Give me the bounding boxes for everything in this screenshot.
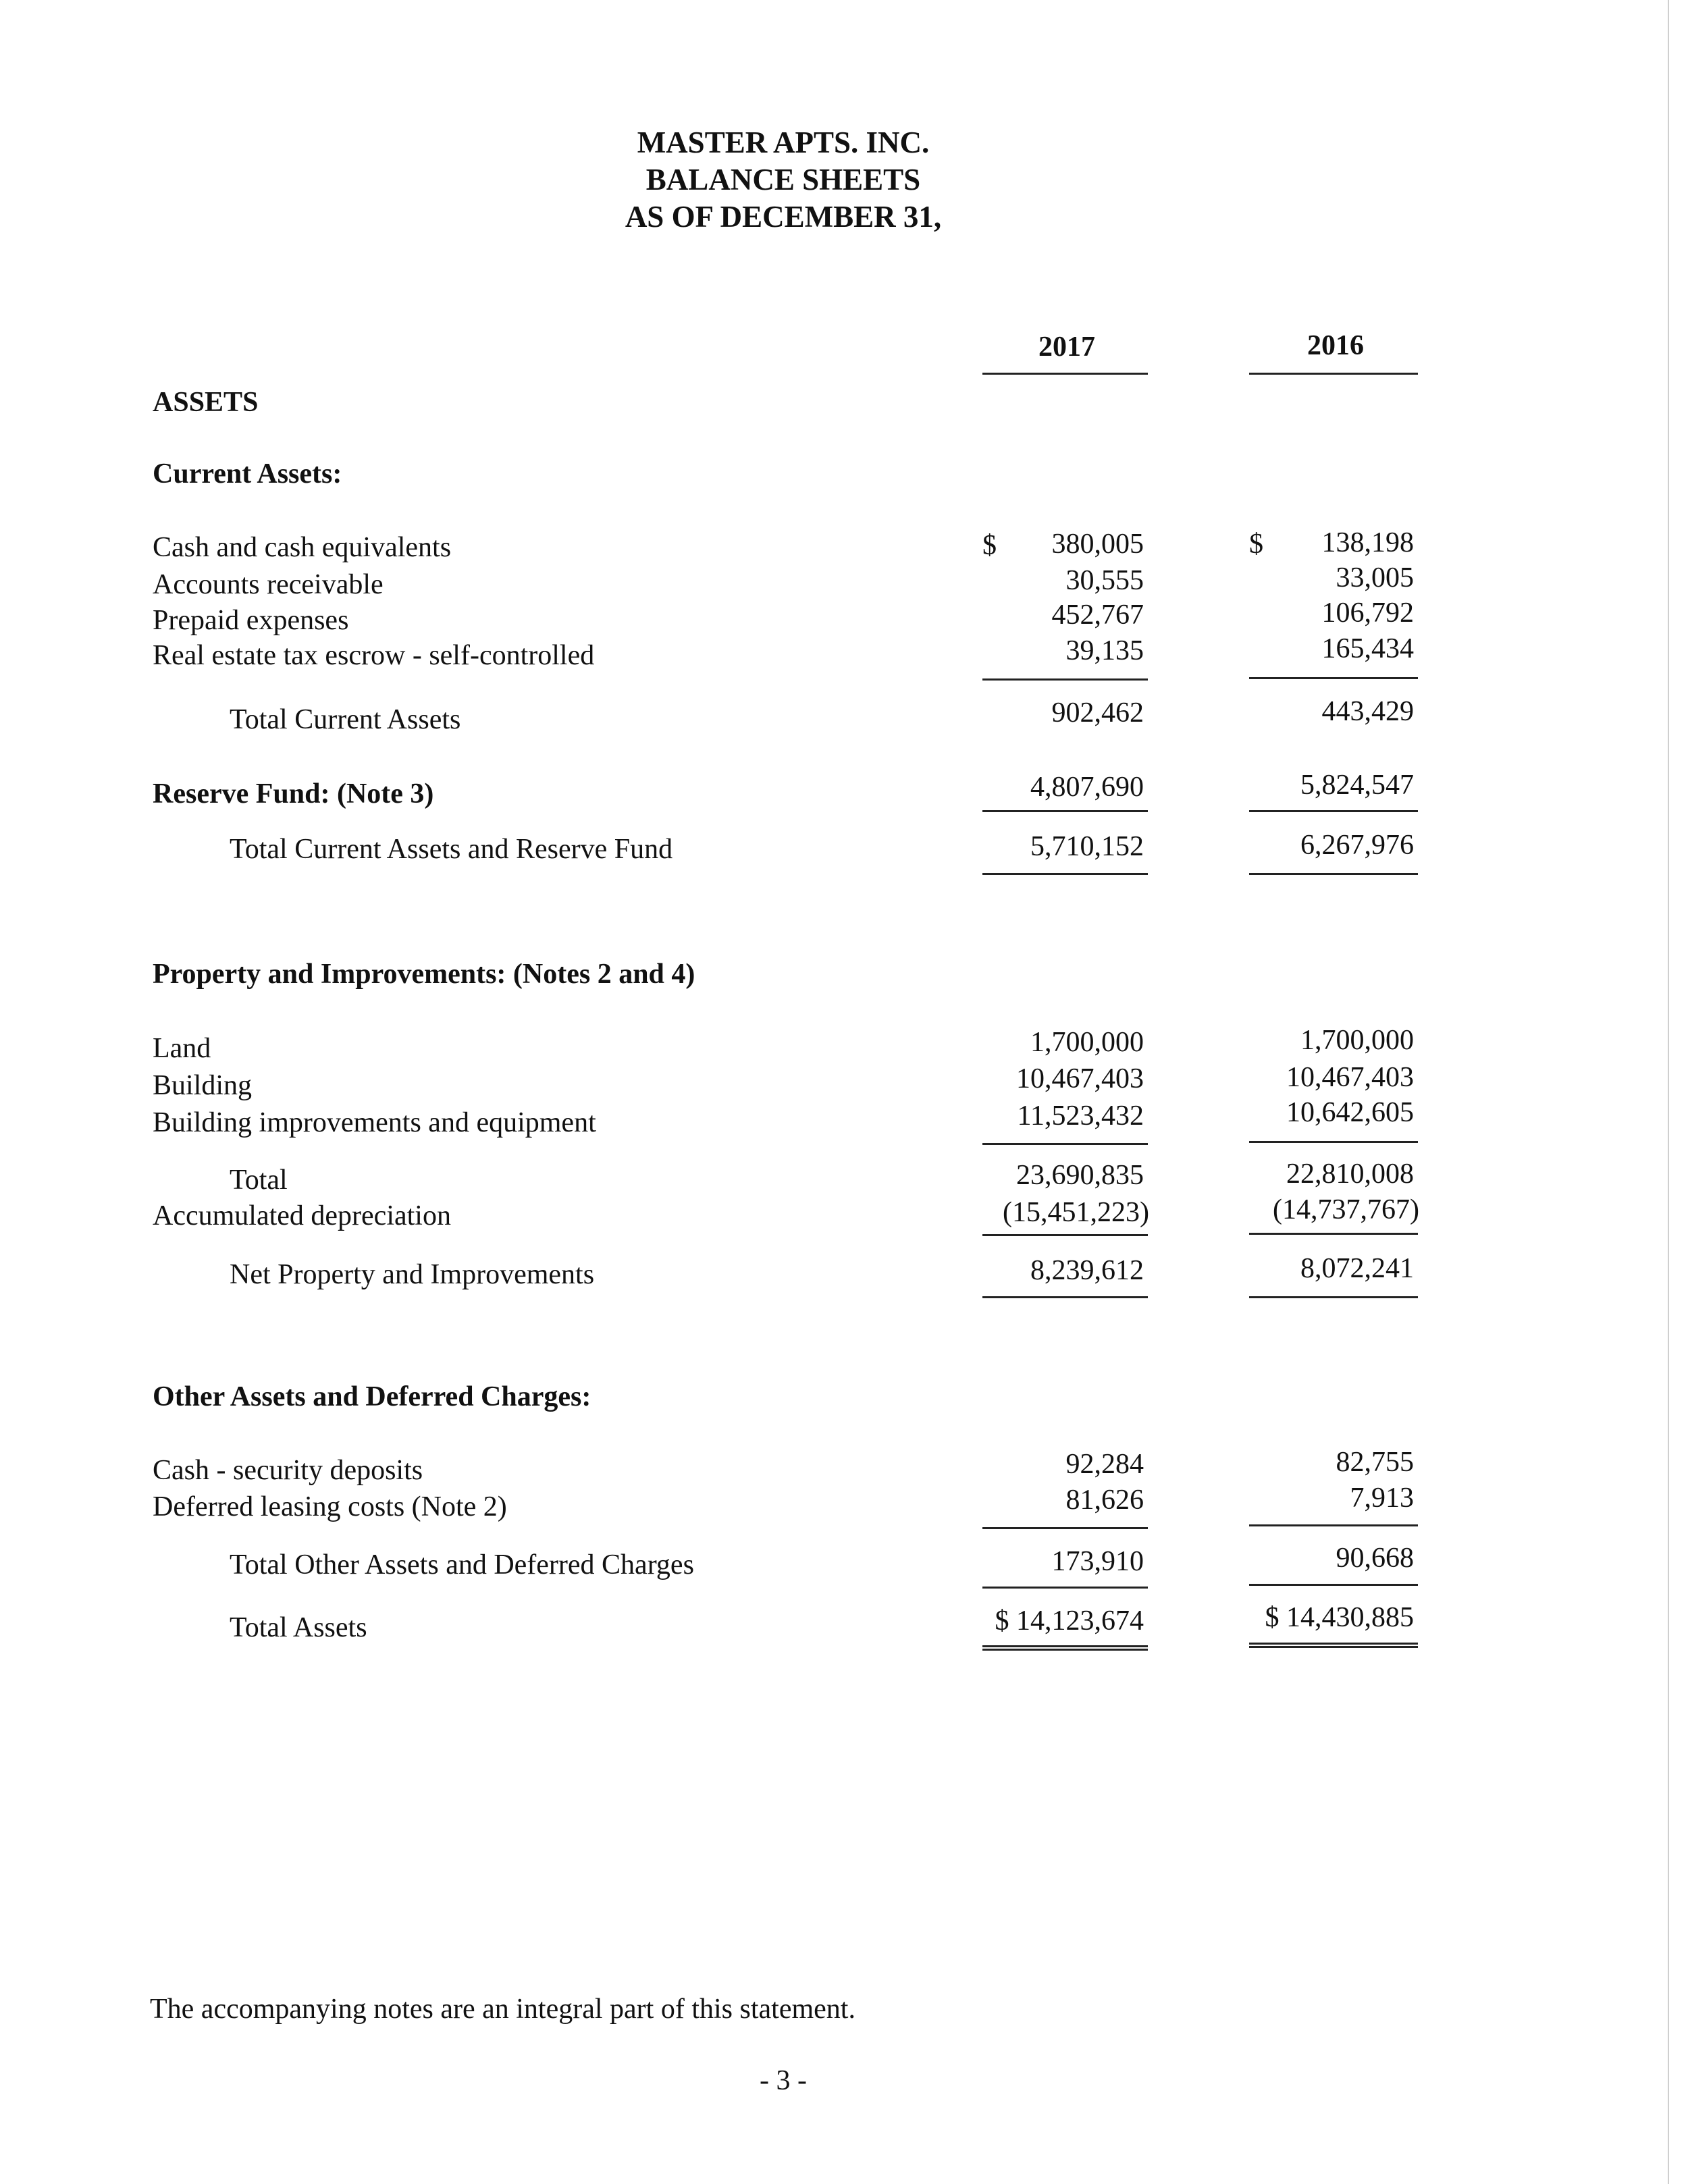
subtotal-rule [1249,677,1418,679]
statement-title: BALANCE SHEETS [645,163,921,196]
total-rule [982,1296,1148,1298]
value-2017: 452,767 [1051,600,1144,631]
row-label: Deferred leasing costs (Note 2) [153,1491,507,1522]
currency-symbol-2016: $ [1249,529,1263,560]
column-header-2017: 2017 [1038,331,1095,363]
other-assets-heading: Other Assets and Deferred Charges: [153,1381,591,1412]
property-total-2017: 23,690,835 [1016,1160,1144,1191]
value-2017: 1,700,000 [1030,1027,1144,1058]
net-property-2017: 8,239,612 [1030,1255,1144,1286]
company-name: MASTER APTS. INC. [637,126,930,159]
row-label: Accounts receivable [153,569,384,600]
total-assets-2017: $ 14,123,674 [995,1605,1144,1636]
subtotal-rule [1249,1233,1418,1235]
row-label: Prepaid expenses [153,605,349,636]
row-label: Land [153,1033,211,1064]
reserve-fund-2017: 4,807,690 [1030,772,1144,803]
row-label: Building improvements and equipment [153,1107,596,1138]
reserve-fund-2016: 5,824,547 [1300,770,1414,801]
total-rule [1249,1296,1418,1298]
subtotal-rule [1249,1524,1418,1526]
column-header-rule-2016 [1249,373,1418,375]
section-assets: ASSETS [153,387,259,418]
row-label: Cash and cash equivalents [153,532,452,563]
total-rule [982,873,1148,875]
value-2016: 7,913 [1350,1483,1414,1514]
net-property-label: Net Property and Improvements [230,1259,595,1290]
property-heading: Property and Improvements: (Notes 2 and 4) [153,959,695,990]
currency-symbol-2017: $ [982,530,997,561]
double-underline [1249,1643,1418,1648]
total-current-assets-label: Total Current Assets [230,704,461,735]
value-2016: 138,198 [1321,527,1414,558]
value-2016: 106,792 [1321,597,1414,629]
scan-edge-line [1668,0,1669,2184]
total-current-and-reserve-label: Total Current Assets and Reserve Fund [230,834,673,865]
total-current-assets-2017: 902,462 [1051,697,1144,728]
value-2017: 39,135 [1065,635,1144,666]
subtotal-rule [982,810,1148,812]
value-2017: 380,005 [1051,529,1144,560]
row-label: Cash - security deposits [153,1455,423,1486]
value-2017: 11,523,432 [1017,1100,1144,1131]
property-total-label: Total [230,1165,288,1196]
total-current-and-reserve-2017: 5,710,152 [1030,831,1144,862]
subtotal-rule [982,678,1148,681]
subtotal-rule [1249,810,1418,812]
reserve-fund-label: Reserve Fund: (Note 3) [153,778,434,809]
subtotal-rule [982,1527,1148,1529]
row-label: Real estate tax escrow - self-controlled [153,640,595,671]
value-2017: 92,284 [1065,1449,1144,1480]
row-label: Building [153,1070,253,1101]
value-2017: 30,555 [1065,565,1144,596]
total-other-assets-2016: 90,668 [1336,1543,1414,1574]
page-number: - 3 - [760,2065,807,2096]
value-2016: 165,434 [1321,633,1414,664]
total-assets-label: Total Assets [230,1612,367,1643]
value-2017: 10,467,403 [1016,1063,1144,1094]
double-underline [982,1645,1148,1651]
net-property-2016: 8,072,241 [1300,1253,1414,1284]
accumulated-depreciation-label: Accumulated depreciation [153,1200,451,1231]
subtotal-rule [982,1587,1148,1589]
value-2016: 10,467,403 [1286,1062,1414,1093]
accumulated-depreciation-2016: (14,737,767) [1273,1194,1419,1225]
total-current-and-reserve-2016: 6,267,976 [1300,830,1414,861]
value-2016: 10,642,605 [1286,1097,1414,1128]
value-2016: 33,005 [1336,562,1414,593]
subtotal-rule [1249,1584,1418,1586]
column-header-rule-2017 [982,373,1148,375]
value-2016: 82,755 [1336,1447,1414,1478]
total-other-assets-label: Total Other Assets and Deferred Charges [230,1549,694,1580]
current-assets-heading: Current Assets: [153,458,342,489]
column-header-2016: 2016 [1307,330,1364,361]
value-2016: 1,700,000 [1300,1025,1414,1056]
value-2017: 81,626 [1065,1485,1144,1516]
statement-date: AS OF DECEMBER 31, [625,200,942,234]
subtotal-rule [982,1234,1148,1236]
total-other-assets-2017: 173,910 [1051,1546,1144,1577]
footer-note: The accompanying notes are an integral part of this statement. [150,1994,855,2025]
accumulated-depreciation-2017: (15,451,223) [1003,1197,1149,1228]
property-total-2016: 22,810,008 [1286,1158,1414,1190]
total-rule [1249,873,1418,875]
subtotal-rule [982,1143,1148,1145]
subtotal-rule [1249,1141,1418,1143]
total-current-assets-2016: 443,429 [1321,696,1414,727]
total-assets-2016: $ 14,430,885 [1265,1602,1414,1633]
